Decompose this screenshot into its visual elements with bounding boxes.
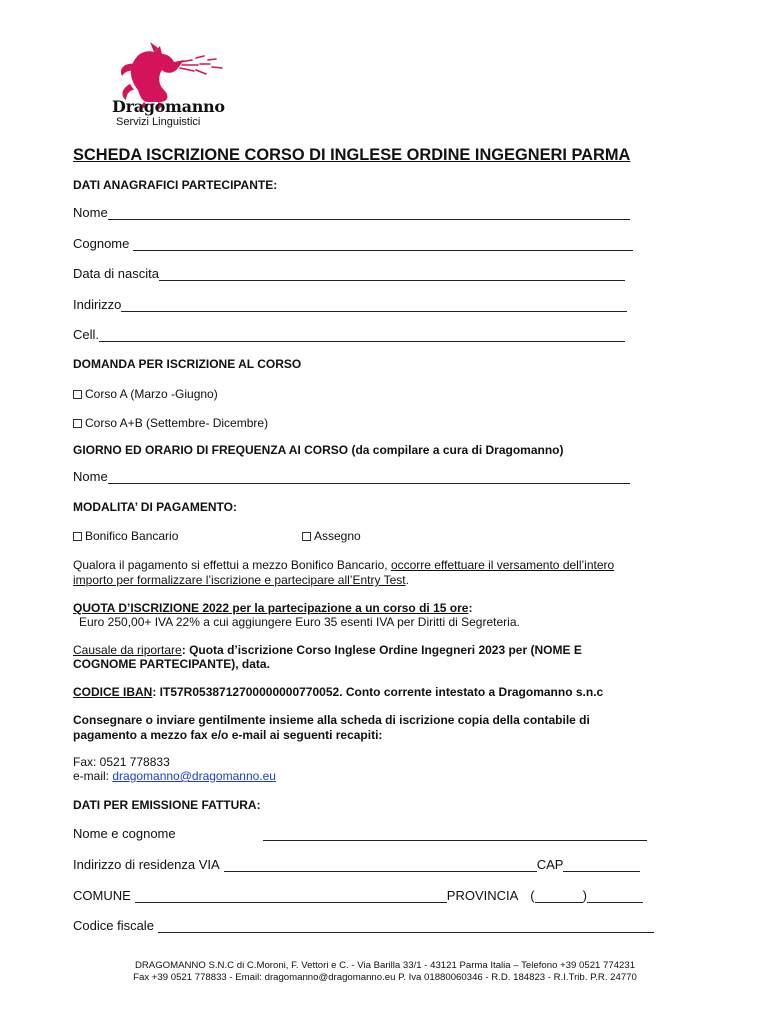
field-cognome — [73, 236, 633, 251]
field-nome — [73, 205, 630, 220]
email-line: e-mail: dragomanno@dragomanno.eu — [73, 769, 276, 783]
consegnare-line-1: Consegnare o inviare gentilmente insieme alla scheda di iscrizione copia della contabile di — [73, 713, 590, 727]
causale-line-1: Causale da riportare: Quota d’iscrizione Corso Inglese Ordine Ingegneri 2023 per (NOME E — [73, 643, 582, 657]
field-label: Cell. — [73, 327, 100, 342]
field-label: COMUNE — [73, 888, 131, 903]
field-data-nascita — [73, 266, 625, 281]
field-cell — [73, 327, 625, 342]
email-link[interactable]: dragomanno@dragomanno.eu — [112, 769, 276, 783]
comune-input-line[interactable] — [135, 890, 447, 903]
option-bonifico[interactable] — [73, 529, 178, 543]
field-label: Nome — [73, 469, 108, 484]
option-label: Assegno — [314, 529, 361, 543]
section-heading-giorno: GIORNO ED ORARIO DI FREQUENZA AI CORSO (da compilare a cura di Dragomanno) — [73, 443, 564, 457]
quota-heading: QUOTA D’ISCRIZIONE 2022 per la partecipazione a un corso di 15 ore: — [73, 601, 473, 615]
footer-line-1: DRAGOMANNO S.N.C di C.Moroni, F. Vettori e C. - Via Barilla 33/1 - 43121 Parma Italia – Telefono +39 0521 774231 — [134, 960, 636, 971]
section-heading-domanda: DOMANDA PER ISCRIZIONE AL CORSO — [73, 357, 302, 371]
brand-tagline: Servizi Linguistici — [116, 116, 201, 128]
field-label: Indirizzo — [73, 297, 122, 312]
indirizzo-residenza-input-line[interactable] — [224, 859, 537, 872]
field-label: Indirizzo di residenza VIA — [73, 857, 220, 872]
codice-fiscale-input-line[interactable] — [158, 920, 654, 933]
field-comune: COMUNE PROVINCIA ( ) — [73, 888, 643, 903]
nome-cognome-input-line[interactable] — [263, 828, 647, 841]
field-giorno-nome — [73, 469, 630, 484]
checkbox-icon[interactable] — [73, 532, 82, 541]
field-label: CAP — [536, 857, 564, 872]
cell-input-line[interactable] — [99, 329, 625, 342]
field-label: PROVINCIA — [446, 888, 519, 903]
option-label: Bonifico Bancario — [85, 529, 179, 543]
field-nome-cognome — [73, 826, 647, 841]
section-heading-anagrafici: DATI ANAGRAFICI PARTECIPANTE: — [73, 178, 278, 192]
field-indirizzo-residenza — [73, 857, 640, 872]
cap-input-line[interactable] — [563, 859, 640, 872]
field-label: Codice fiscale — [73, 918, 154, 933]
provincia-extra-line[interactable] — [587, 890, 643, 903]
field-label: Nome — [73, 205, 108, 220]
checkbox-icon[interactable] — [73, 390, 82, 399]
brand-name: Dragomanno — [112, 97, 225, 116]
option-corso-a[interactable] — [73, 387, 218, 401]
consegnare-line-2: pagamento a mezzo fax e/o e-mail ai seguenti recapiti: — [73, 728, 383, 742]
field-label: Nome e cognome — [73, 826, 176, 841]
checkbox-icon[interactable] — [73, 419, 82, 428]
page-title: SCHEDA ISCRIZIONE CORSO DI INGLESE ORDINE INGEGNERI PARMA — [73, 146, 631, 164]
option-label: Corso A+B (Settembre- Dicembre) — [85, 416, 269, 430]
field-indirizzo — [73, 297, 627, 312]
data-nascita-input-line[interactable] — [159, 268, 625, 281]
field-label: Data di nascita — [73, 266, 159, 281]
payment-note-line-2: importo per formalizzare l’iscrizione e partecipare all’Entry Test. — [73, 573, 409, 587]
nome-input-line[interactable] — [108, 207, 630, 220]
cognome-input-line[interactable] — [133, 238, 633, 251]
fax-number: Fax: 0521 778833 — [73, 755, 170, 769]
giorno-nome-input-line[interactable] — [108, 471, 630, 484]
provincia-input-line[interactable] — [535, 890, 583, 903]
checkbox-icon[interactable] — [302, 532, 311, 541]
quota-detail: Euro 250,00+ IVA 22% a cui aggiungere Euro 35 esenti IVA per Diritti di Segreteria. — [79, 615, 520, 629]
section-heading-pagamento: MODALITA’ DI PAGAMENTO: — [73, 500, 237, 514]
section-heading-fattura: DATI PER EMISSIONE FATTURA: — [73, 798, 261, 812]
option-label: Corso A (Marzo -Giugno) — [85, 387, 218, 401]
option-corso-ab[interactable] — [73, 416, 268, 430]
payment-note-line-1: Qualora il pagamento si effettui a mezzo Bonifico Bancario, occorre effettuare il versamento dell’intero — [73, 558, 615, 572]
iban-line: CODICE IBAN: IT57R0538712700000000770052. Conto corrente intestato a Dragomanno s.n.c — [73, 685, 604, 699]
field-codice-fiscale — [73, 918, 654, 933]
causale-line-2: COGNOME PARTECIPANTE), data. — [73, 657, 270, 671]
footer-line-2: Fax +39 0521 778833 - Email: dragomanno@dragomanno.eu P. Iva 01880060346 - R.D. 184823 - R.I.Trib. P.R. 24770 — [133, 972, 637, 983]
option-assegno[interactable] — [302, 529, 361, 543]
indirizzo-input-line[interactable] — [121, 299, 627, 312]
field-label: Cognome — [73, 236, 130, 251]
